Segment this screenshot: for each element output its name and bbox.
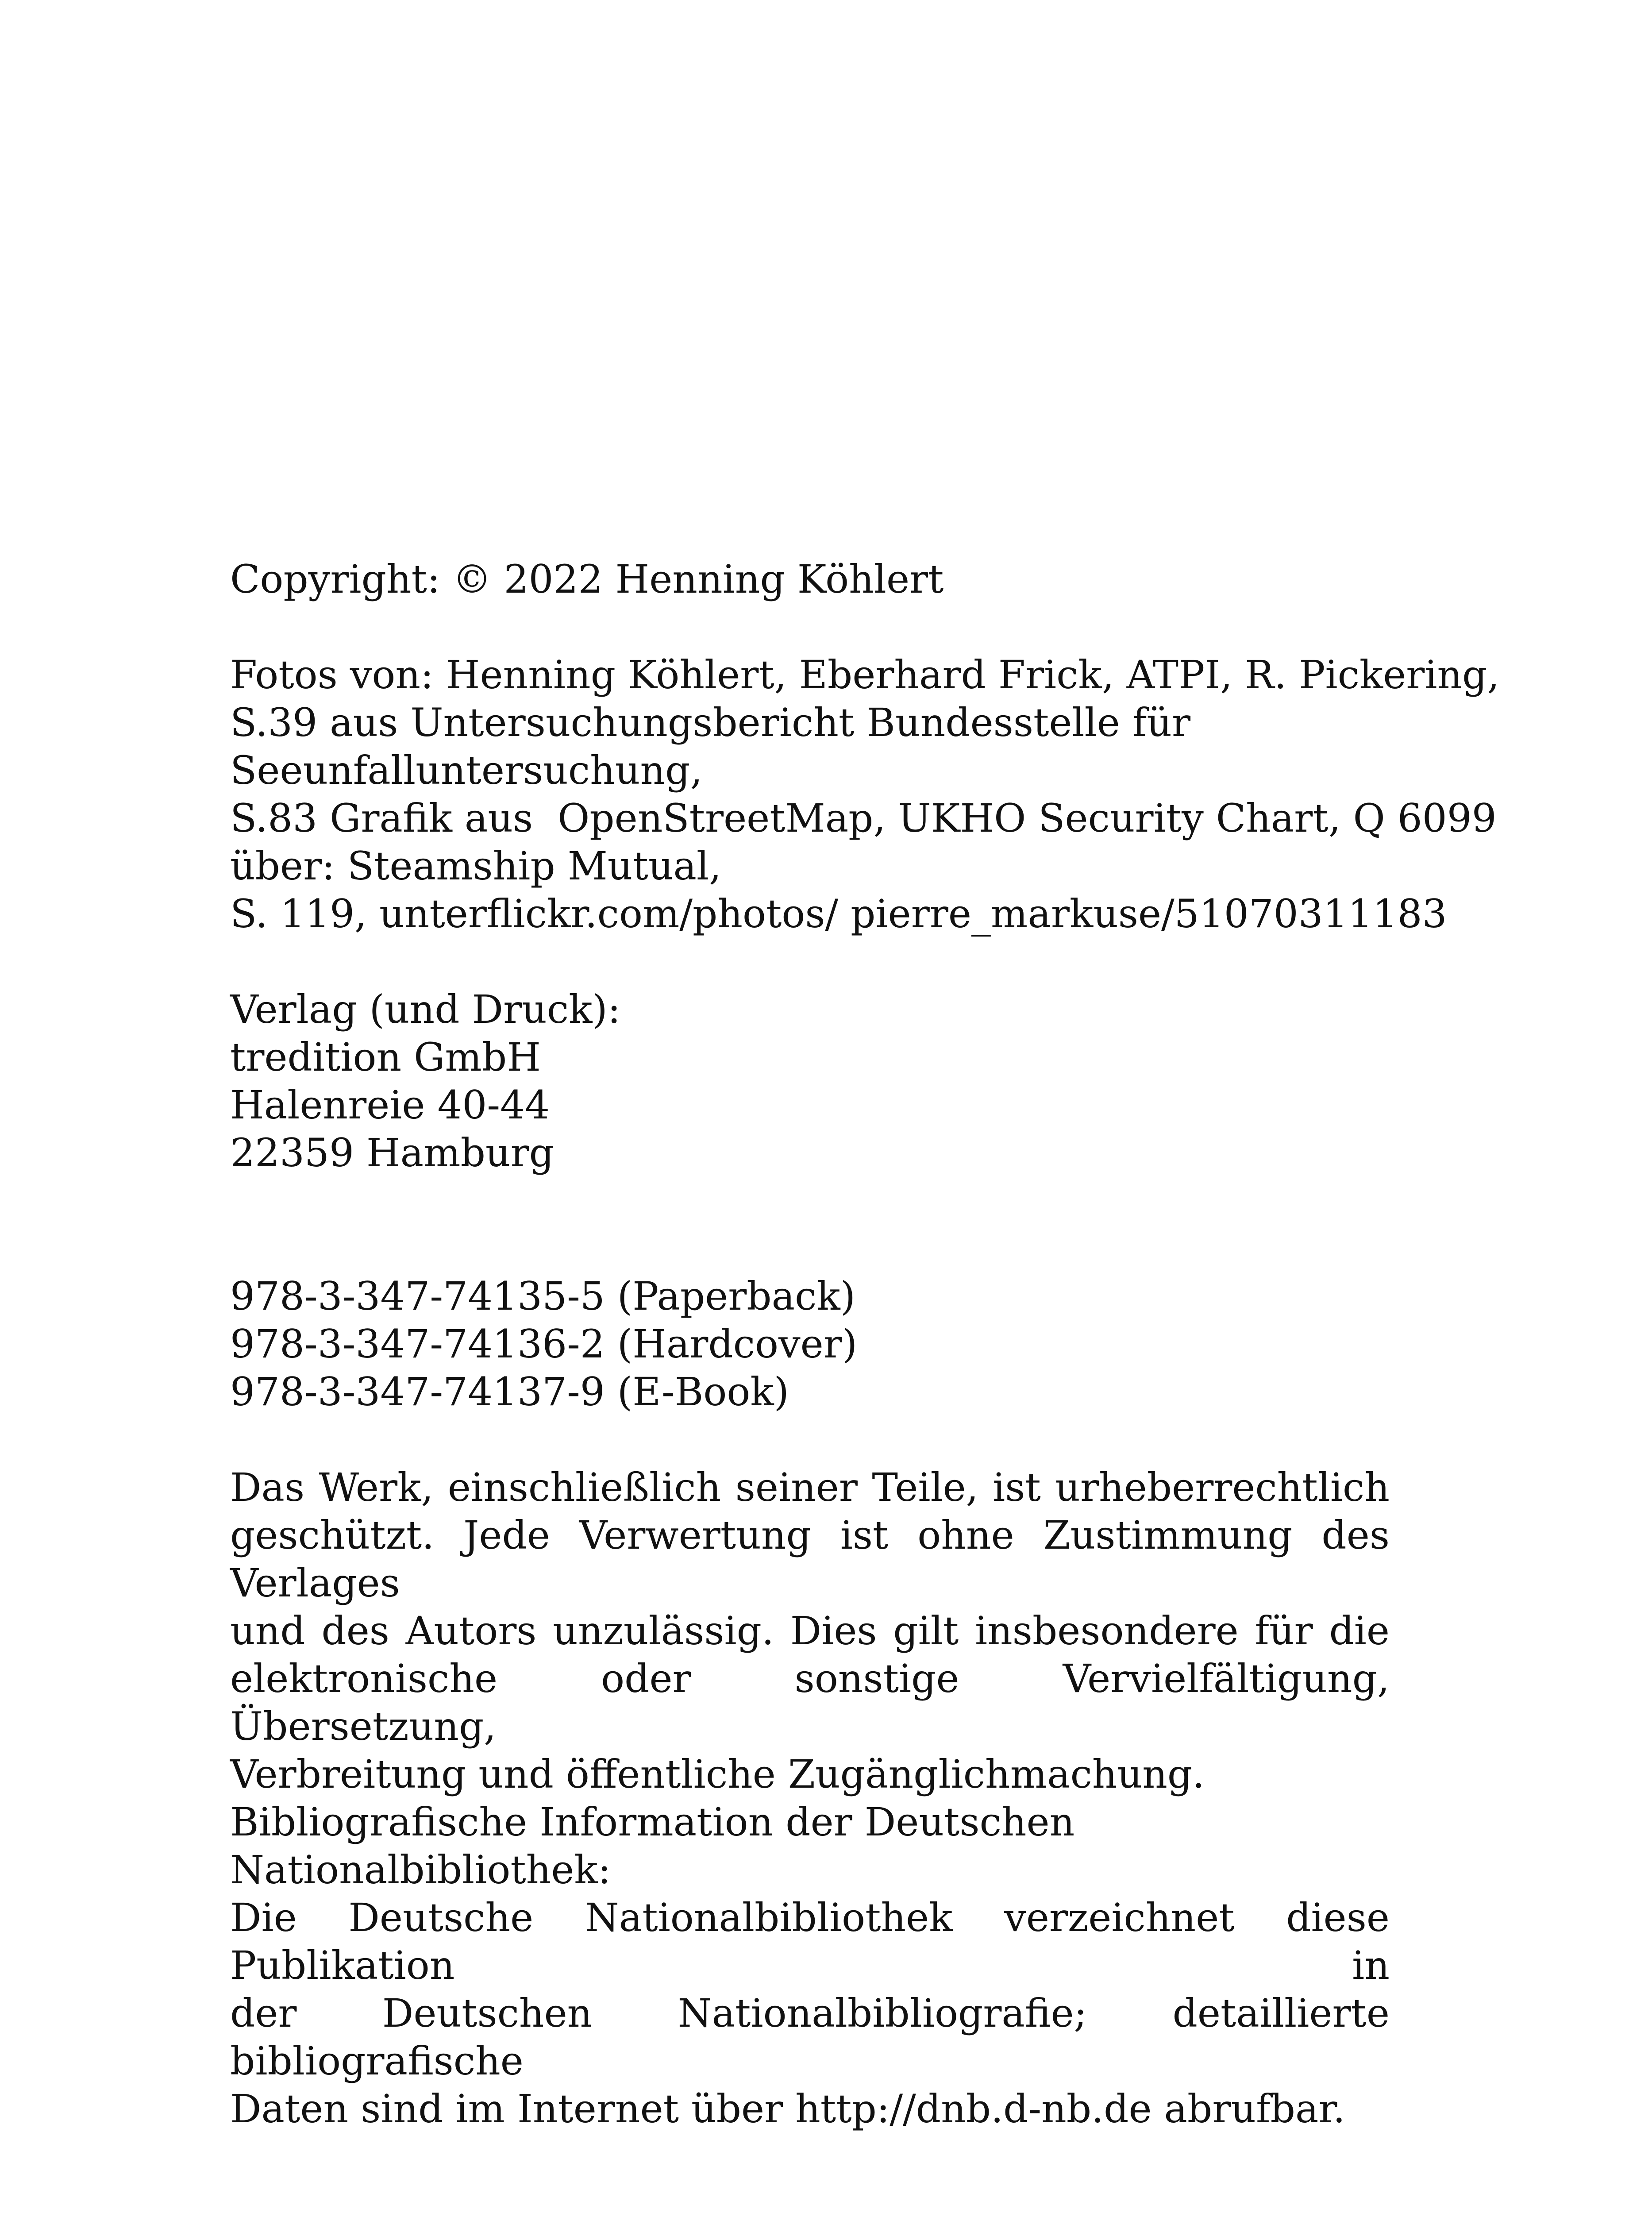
bibliographic-line: Die Deutsche Nationalbibliothek verzeichnet diese Publikation in	[230, 1895, 1390, 1988]
spacer	[230, 1177, 1390, 1272]
bibliographic-heading: Bibliografische Information der Deutschen Nationalbibliothek:	[230, 1799, 1075, 1893]
photo-credit-line: Seeunfalluntersuchung,	[230, 748, 703, 793]
photo-credit-line: Fotos von: Henning Köhlert, Eberhard Frick, ATPI, R. Pickering,	[230, 652, 1500, 698]
imprint-content	[230, 555, 1500, 2133]
legal-line: und des Autors unzulässig. Dies gilt insbesondere für die	[230, 1608, 1390, 1654]
isbn-hardcover: 978-3-347-74136-2 (Hardcover)	[230, 1321, 858, 1367]
publisher-city: 22359 Hamburg	[230, 1130, 554, 1176]
spacer	[230, 938, 1390, 986]
publisher-name: tredition GmbH	[230, 1034, 541, 1080]
legal-notice	[230, 1464, 1390, 1798]
legal-line: Verbreitung und öffentliche Zugänglichmachung.	[230, 1751, 1205, 1797]
bibliographic-notice	[230, 1798, 1390, 2133]
bibliographic-line: der Deutschen Nationalbibliografie; detaillierte bibliografische	[230, 1990, 1390, 2084]
publisher-heading: Verlag (und Druck):	[230, 987, 621, 1032]
spacer	[230, 603, 1390, 651]
spacer	[230, 1416, 1390, 1464]
publisher-street: Halenreie 40-44	[230, 1082, 550, 1128]
photo-credit-line: S.83 Grafik aus OpenStreetMap, UKHO Security Chart, Q 6099	[230, 795, 1497, 841]
copyright-line: Copyright: © 2022 Henning Köhlert	[230, 556, 944, 602]
photo-credit-line: S. 119, unterflickr.com/photos/ pierre_markuse/51070311183	[230, 891, 1447, 937]
legal-line: Das Werk, einschließlich seiner Teile, ist urheberrechtlich	[230, 1465, 1390, 1510]
photo-credit-line: über: Steamship Mutual,	[230, 843, 722, 889]
photo-credit-line: S.39 aus Untersuchungsbericht Bundesstelle für	[230, 700, 1191, 745]
legal-line: geschützt. Jede Verwertung ist ohne Zustimmung des Verlages	[230, 1512, 1390, 1606]
bibliographic-line: Daten sind im Internet über http://dnb.d-nb.de abrufbar.	[230, 2086, 1345, 2132]
legal-line: elektronische oder sonstige Vervielfältigung, Übersetzung,	[230, 1656, 1390, 1749]
isbn-ebook: 978-3-347-74137-9 (E-Book)	[230, 1369, 789, 1415]
isbn-block	[230, 1272, 1390, 1416]
photo-credits	[230, 651, 1500, 938]
isbn-paperback: 978-3-347-74135-5 (Paperback)	[230, 1273, 856, 1319]
publisher-block	[230, 986, 1390, 1177]
